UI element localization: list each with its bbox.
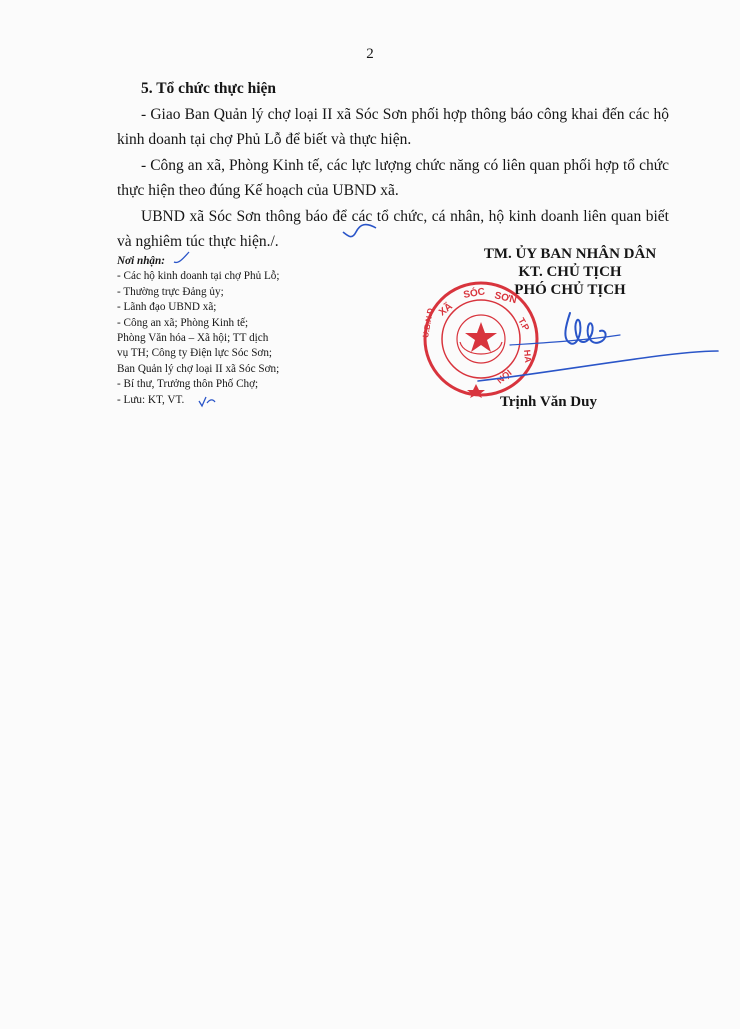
recipient-item: Ban Quản lý chợ loại II xã Sóc Sơn; (117, 362, 280, 375)
section-heading: 5. Tổ chức thực hiện (141, 80, 277, 97)
signer-name: Trịnh Văn Duy (500, 394, 597, 410)
ink-initial-icon (197, 393, 217, 409)
signature-line-vice-chair: PHÓ CHỦ TỊCH (514, 282, 626, 298)
svg-text:NỘI: NỘI (494, 367, 514, 386)
recipient-item: Phòng Văn hóa – Xã hội; TT dịch (117, 332, 269, 345)
svg-text:HÀ: HÀ (522, 349, 534, 364)
recipients-title: Nơi nhận: (117, 255, 165, 267)
handwritten-signature-icon (470, 305, 720, 390)
svg-text:T.P: T.P (516, 316, 532, 333)
signature-line-chair: KT. CHỦ TỊCH (518, 264, 622, 280)
paragraph-police-coordination: - Công an xã, Phòng Kinh tế, các lực lượng chức năng có liên quan phối hợp tổ chức thực hiện theo đúng Kế hoạch của UBND xã. (117, 156, 669, 199)
page-number: 2 (366, 46, 374, 62)
svg-text:U.B.N.D: U.B.N.D (421, 307, 436, 339)
svg-text:XÃ: XÃ (437, 301, 455, 319)
recipient-item: - Thường trực Đảng ủy; (117, 285, 224, 298)
ink-check-icon (172, 250, 192, 268)
recipient-item: - Lãnh đạo UBND xã; (117, 301, 217, 314)
recipient-item: - Bí thư, Trưởng thôn Phố Chợ; (117, 378, 259, 391)
svg-text:SÓC: SÓC (462, 286, 486, 301)
paragraph-closing: UBND xã Sóc Sơn thông báo để các tổ chức, cá nhân, hộ kinh doanh liên quan biết và nghiêm túc thực hiện./. (117, 207, 669, 250)
recipient-item: - Công an xã; Phòng Kinh tế; (117, 316, 249, 329)
implementation-section (117, 76, 669, 255)
handwritten-tick-icon (340, 220, 380, 244)
signature-line-committee: TM. ỦY BAN NHÂN DÂN (483, 246, 657, 262)
paragraph-market-board: - Giao Ban Quản lý chợ loại II xã Sóc Sơn phối hợp thông báo công khai đến các hộ kinh doanh tại chợ Phủ Lỗ để biết và thực hiện. (117, 105, 669, 148)
recipient-item: - Lưu: KT, VT. (117, 393, 185, 406)
recipient-item: - Các hộ kinh doanh tại chợ Phủ Lỗ; (117, 270, 280, 283)
recipient-item: vụ TH; Công ty Điện lực Sóc Sơn; (117, 347, 273, 360)
svg-text:SƠN: SƠN (493, 290, 518, 307)
recipients-list (117, 254, 347, 408)
